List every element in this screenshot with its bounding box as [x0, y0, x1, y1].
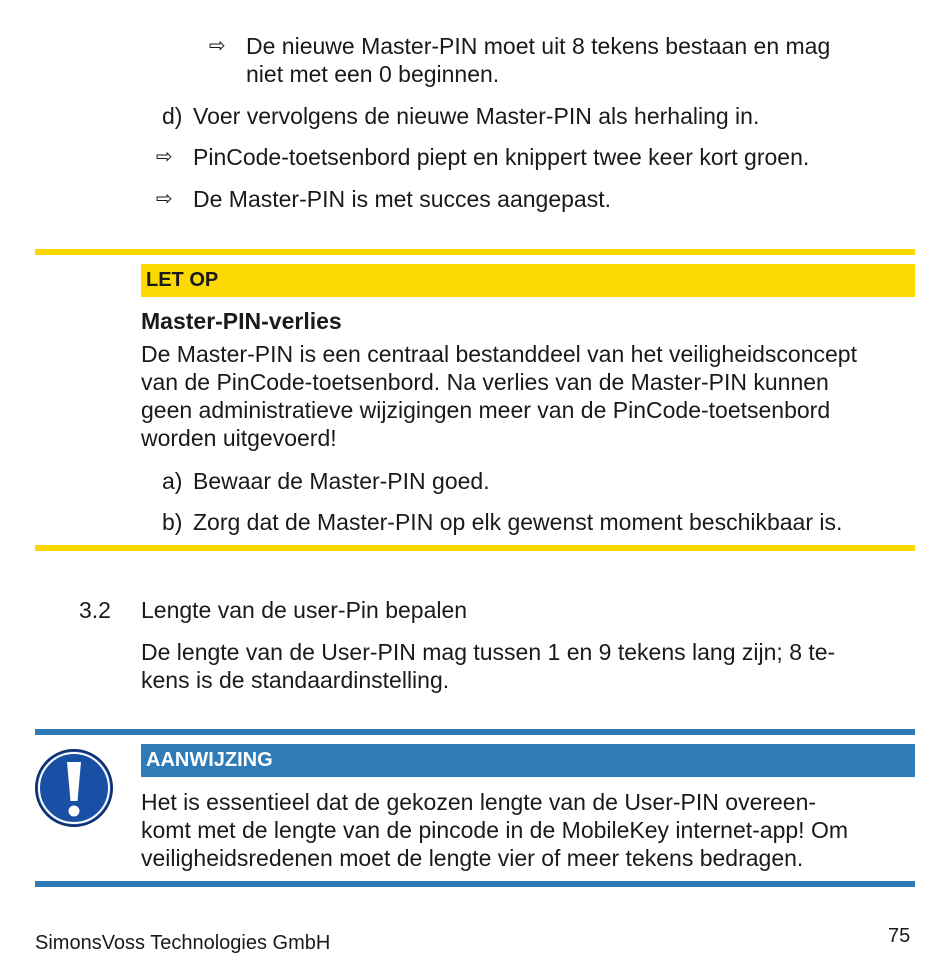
- hint-body-line: komt met de lengte van de pincode in de MobileKey internet-app! Om: [141, 817, 849, 843]
- step-d-text: Voer vervolgens de nieuwe Master-PIN als herhaling in.: [193, 103, 760, 129]
- section-title: Lengte van de user-Pin bepalen: [141, 597, 468, 623]
- notice-label-bar: [141, 264, 915, 297]
- step-result-line-2: niet met een 0 beginnen.: [246, 61, 500, 87]
- hint-top-rule: [35, 729, 915, 735]
- notice-body-line: worden uitgevoerd!: [141, 425, 337, 451]
- step-result-line-1: De nieuwe Master-PIN moet uit 8 tekens bestaan en mag: [246, 33, 831, 59]
- notice-item-marker: b): [162, 509, 183, 535]
- notice-item-marker: a): [162, 468, 183, 494]
- step-marker-d: d): [162, 103, 183, 129]
- step-result-text: De Master-PIN is met succes aangepast.: [193, 186, 611, 212]
- notice-title: Master-PIN-verlies: [141, 308, 342, 334]
- hint-bottom-rule: [35, 881, 915, 887]
- page-number: 75: [888, 925, 911, 947]
- notice-top-rule: [35, 249, 915, 255]
- hint-body-line: Het is essentieel dat de gekozen lengte van de User-PIN overeen-: [141, 789, 817, 815]
- result-arrow-icon: ⇨: [156, 146, 173, 168]
- notice-bottom-rule: [35, 545, 915, 551]
- result-arrow-icon: ⇨: [156, 188, 173, 210]
- notice-item-text: Zorg dat de Master-PIN op elk gewenst moment beschikbaar is.: [193, 509, 843, 535]
- result-arrow-icon: ⇨: [209, 35, 226, 57]
- hint-body-line: veiligheidsredenen moet de lengte vier of meer tekens bedragen.: [141, 845, 804, 871]
- footer-company: SimonsVoss Technologies GmbH: [35, 932, 331, 954]
- section-number: 3.2: [79, 597, 111, 623]
- notice-body-line: De Master-PIN is een centraal bestanddeel van het veiligheidsconcept: [141, 341, 857, 367]
- notice-label: LET OP: [146, 269, 219, 291]
- notice-body-line: geen administratieve wijzigingen meer van de PinCode-toetsenbord: [141, 397, 831, 423]
- section-body-line: kens is de standaardinstelling.: [141, 667, 450, 693]
- exclamation-icon: [34, 748, 114, 828]
- notice-body-line: van de PinCode-toetsenbord. Na verlies van de Master-PIN kunnen: [141, 369, 829, 395]
- hint-label: AANWIJZING: [146, 749, 273, 771]
- section-body-line: De lengte van de User-PIN mag tussen 1 en 9 tekens lang zijn; 8 te-: [141, 639, 836, 665]
- step-result-text: PinCode-toetsenbord piept en knippert twee keer kort groen.: [193, 144, 810, 170]
- notice-item-text: Bewaar de Master-PIN goed.: [193, 468, 490, 494]
